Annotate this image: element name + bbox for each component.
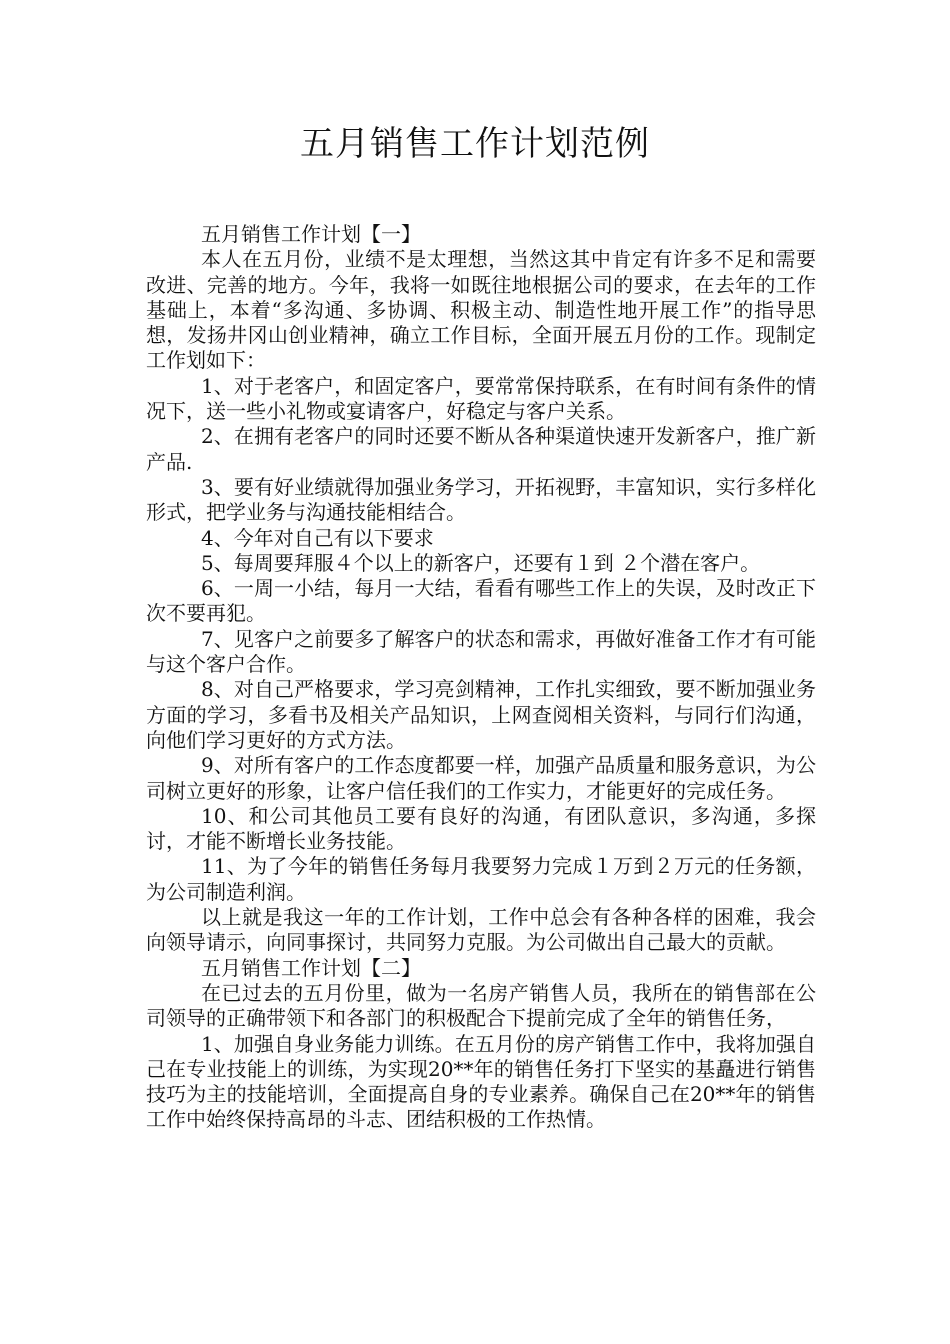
plan-item-11: 11、为了今年的销售任务每月我要努力完成１万到２万元的任务额，为公司制造利润。 [146,854,816,904]
plan-item-2: 2、在拥有老客户的同时还要不断从各种渠道快速开发新客户，推广新产品. [146,424,816,474]
plan-item-5: 5、每周要拜服４个以上的新客户，还要有１到 ２个潜在客户。 [201,550,761,575]
plan-item-8: 8、对自己严格要求，学习亮剑精神，工作扎实细致，要不断加强业务方面的学习，多看书及相关产品知识，上网查阅相关资料，与同行们沟通，向他们学习更好的方式方法。 [146,677,816,752]
plan-item-7: 7、见客户之前要多了解客户的状态和需求，再做好准备工作才有可能与这个客户合作。 [146,626,816,677]
plan-item-6: 6、一周一小结，每月一大结，看看有哪些工作上的失误，及时改正下次不要再犯。 [146,576,816,626]
plan-item-10: 10、和公司其他员工要有良好的沟通，有团队意识，多沟通，多探讨，才能不断增长业务技能。 [146,803,816,854]
plan-item-1: 1、对于老客户，和固定客户，要常常保持联系，在有时间有条件的情况下，送一些小礼物或宴请客户，好稳定与客户关系。 [146,373,816,424]
plan-item-9: 9、对所有客户的工作态度都要一样，加强产品质量和服务意识，为公司树立更好的形象，让客户信任我们的工作实力，才能更好的完成任务。 [146,753,816,803]
plan-item-4: 4、今年对自己有以下要求 [201,525,434,550]
closing-paragraph: 以上就是我这一年的工作计划，工作中总会有各种各样的困难，我会向领导请示，向同事探讨，共同努力克服。为公司做出自己最大的贡献。 [146,905,816,955]
section-heading-1: 五月销售工作计划【一】 [201,222,421,246]
document-title: 五月销售工作计划范例 [300,124,650,164]
intro-paragraph: 本人在五月份，业绩不是太理想，当然这其中肯定有许多不足和需要改进、完善的地方。今年，我将一如既往地根据公司的要求，在去年的工作基础上，本着“多沟通、多协调、积极主动、制造性地开展工作”的指导思想，发扬井冈山创业精神，确立工作目标，全面开展五月份的工作。现制定工作划如下： [146,247,816,373]
plan-item-3: 3、要有好业绩就得加强业务学习，开拓视野，丰富知识，实行多样化形式，把学业务与沟通技能相结合。 [146,474,816,525]
section-heading-2: 五月销售工作计划【二】 [201,955,421,980]
document-body [146,222,816,1133]
section-2-item-1: 1、加强自身业务能力训练。在五月份的房产销售工作中，我将加强自己在专业技能上的训练，为实现20**年的销售任务打下坚实的基矗进行销售技巧为主的技能培训，全面提高自身的专业素养。确保自己在20**年的销售工作中始终保持高昂的斗志、团结积极的工作热情。 [146,1031,816,1132]
section-2-intro: 在已过去的五月份里，做为一名房产销售人员，我所在的销售部在公司领导的正确带领下和各部门的积极配合下提前完成了全年的销售任务， [146,980,816,1031]
